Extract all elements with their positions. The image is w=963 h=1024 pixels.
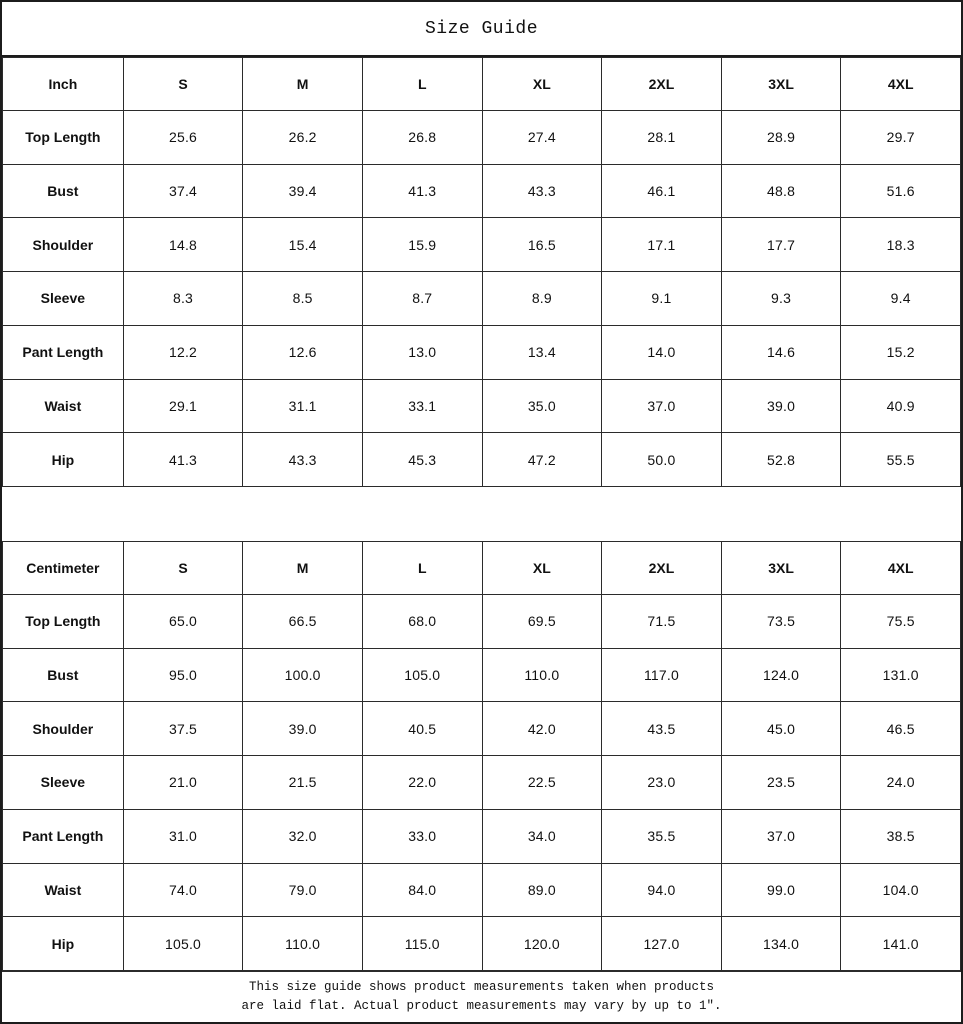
measurement-cell: 13.4 [482,325,602,379]
inch-size-table [2,57,961,487]
measurement-cell: 15.2 [841,325,961,379]
measurement-cell: 15.4 [243,218,363,272]
measurement-cell: 40.5 [362,702,482,756]
measurement-cell: 37.0 [721,809,841,863]
size-column-header: 4XL [841,542,961,595]
measurement-cell: 22.0 [362,756,482,810]
measurement-cell: 12.2 [123,325,243,379]
measurement-cell: 41.3 [123,433,243,487]
unit-header-centimeter: Centimeter [3,542,124,595]
row-label: Shoulder [3,218,124,272]
table-row [3,433,961,487]
measurement-cell: 115.0 [362,917,482,971]
measurement-cell: 95.0 [123,648,243,702]
measurement-cell: 21.0 [123,756,243,810]
measurement-cell: 8.7 [362,272,482,326]
inch-header-row [3,58,961,111]
measurement-cell: 131.0 [841,648,961,702]
measurement-cell: 39.4 [243,164,363,218]
measurement-cell: 65.0 [123,595,243,649]
table-row [3,809,961,863]
measurement-cell: 14.0 [602,325,722,379]
measurement-cell: 26.2 [243,111,363,165]
measurement-cell: 75.5 [841,595,961,649]
measurement-cell: 25.6 [123,111,243,165]
measurement-cell: 14.6 [721,325,841,379]
measurement-cell: 40.9 [841,379,961,433]
measurement-cell: 79.0 [243,863,363,917]
measurement-cell: 35.5 [602,809,722,863]
measurement-cell: 33.0 [362,809,482,863]
measurement-cell: 32.0 [243,809,363,863]
size-column-header: XL [482,542,602,595]
measurement-cell: 23.5 [721,756,841,810]
measurement-cell: 26.8 [362,111,482,165]
measurement-cell: 29.7 [841,111,961,165]
measurement-cell: 117.0 [602,648,722,702]
measurement-cell: 16.5 [482,218,602,272]
measurement-cell: 42.0 [482,702,602,756]
row-label: Hip [3,433,124,487]
measurement-cell: 15.9 [362,218,482,272]
row-label: Sleeve [3,756,124,810]
measurement-cell: 35.0 [482,379,602,433]
measurement-cell: 34.0 [482,809,602,863]
size-column-header: S [123,58,243,111]
measurement-cell: 46.1 [602,164,722,218]
measurement-cell: 37.5 [123,702,243,756]
measurement-cell: 39.0 [243,702,363,756]
measurement-cell: 120.0 [482,917,602,971]
measurement-cell: 28.1 [602,111,722,165]
footer-note [2,971,961,1022]
table-row [3,702,961,756]
row-label: Waist [3,379,124,433]
measurement-cell: 24.0 [841,756,961,810]
measurement-cell: 38.5 [841,809,961,863]
row-label: Pant Length [3,325,124,379]
measurement-cell: 13.0 [362,325,482,379]
measurement-cell: 69.5 [482,595,602,649]
row-label: Top Length [3,111,124,165]
size-column-header: 2XL [602,58,722,111]
measurement-cell: 12.6 [243,325,363,379]
measurement-cell: 8.5 [243,272,363,326]
size-column-header: 3XL [721,542,841,595]
table-row [3,595,961,649]
measurement-cell: 71.5 [602,595,722,649]
centimeter-size-table [2,541,961,971]
measurement-cell: 47.2 [482,433,602,487]
measurement-cell: 14.8 [123,218,243,272]
measurement-cell: 17.1 [602,218,722,272]
row-label: Sleeve [3,272,124,326]
measurement-cell: 105.0 [362,648,482,702]
measurement-cell: 48.8 [721,164,841,218]
measurement-cell: 21.5 [243,756,363,810]
size-column-header: 2XL [602,542,722,595]
table-row [3,379,961,433]
size-column-header: L [362,542,482,595]
measurement-cell: 43.3 [482,164,602,218]
measurement-cell: 127.0 [602,917,722,971]
size-column-header: L [362,58,482,111]
measurement-cell: 66.5 [243,595,363,649]
measurement-cell: 89.0 [482,863,602,917]
measurement-cell: 37.4 [123,164,243,218]
measurement-cell: 33.1 [362,379,482,433]
table-row [3,648,961,702]
measurement-cell: 141.0 [841,917,961,971]
measurement-cell: 31.1 [243,379,363,433]
measurement-cell: 134.0 [721,917,841,971]
measurement-cell: 104.0 [841,863,961,917]
row-label: Bust [3,164,124,218]
measurement-cell: 68.0 [362,595,482,649]
row-label: Hip [3,917,124,971]
row-label: Top Length [3,595,124,649]
measurement-cell: 37.0 [602,379,722,433]
measurement-cell: 51.6 [841,164,961,218]
measurement-cell: 22.5 [482,756,602,810]
measurement-cell: 8.9 [482,272,602,326]
row-label: Waist [3,863,124,917]
measurement-cell: 99.0 [721,863,841,917]
row-label: Pant Length [3,809,124,863]
centimeter-header-row [3,542,961,595]
measurement-cell: 18.3 [841,218,961,272]
footer-note-line2: are laid flat. Actual product measurements may vary by up to 1″. [241,999,722,1013]
measurement-cell: 23.0 [602,756,722,810]
table-row [3,325,961,379]
size-column-header: 4XL [841,58,961,111]
measurement-cell: 50.0 [602,433,722,487]
measurement-cell: 46.5 [841,702,961,756]
table-row [3,863,961,917]
measurement-cell: 110.0 [482,648,602,702]
measurement-cell: 124.0 [721,648,841,702]
page-title: Size Guide [2,2,961,57]
measurement-cell: 28.9 [721,111,841,165]
measurement-cell: 31.0 [123,809,243,863]
measurement-cell: 39.0 [721,379,841,433]
measurement-cell: 84.0 [362,863,482,917]
size-column-header: M [243,58,363,111]
measurement-cell: 73.5 [721,595,841,649]
measurement-cell: 29.1 [123,379,243,433]
measurement-cell: 94.0 [602,863,722,917]
measurement-cell: 105.0 [123,917,243,971]
table-row [3,917,961,971]
table-row [3,756,961,810]
table-gap [2,487,961,541]
row-label: Shoulder [3,702,124,756]
measurement-cell: 43.5 [602,702,722,756]
measurement-cell: 74.0 [123,863,243,917]
measurement-cell: 9.3 [721,272,841,326]
size-column-header: 3XL [721,58,841,111]
row-label: Bust [3,648,124,702]
table-row [3,164,961,218]
measurement-cell: 8.3 [123,272,243,326]
table-row [3,272,961,326]
size-column-header: XL [482,58,602,111]
table-row [3,218,961,272]
measurement-cell: 17.7 [721,218,841,272]
measurement-cell: 52.8 [721,433,841,487]
measurement-cell: 43.3 [243,433,363,487]
measurement-cell: 9.4 [841,272,961,326]
measurement-cell: 41.3 [362,164,482,218]
table-row [3,111,961,165]
footer-note-line1: This size guide shows product measurements taken when products [248,980,715,994]
measurement-cell: 55.5 [841,433,961,487]
size-column-header: M [243,542,363,595]
size-column-header: S [123,542,243,595]
unit-header-inch: Inch [3,58,124,111]
measurement-cell: 27.4 [482,111,602,165]
measurement-cell: 110.0 [243,917,363,971]
measurement-cell: 9.1 [602,272,722,326]
measurement-cell: 45.3 [362,433,482,487]
measurement-cell: 45.0 [721,702,841,756]
measurement-cell: 100.0 [243,648,363,702]
